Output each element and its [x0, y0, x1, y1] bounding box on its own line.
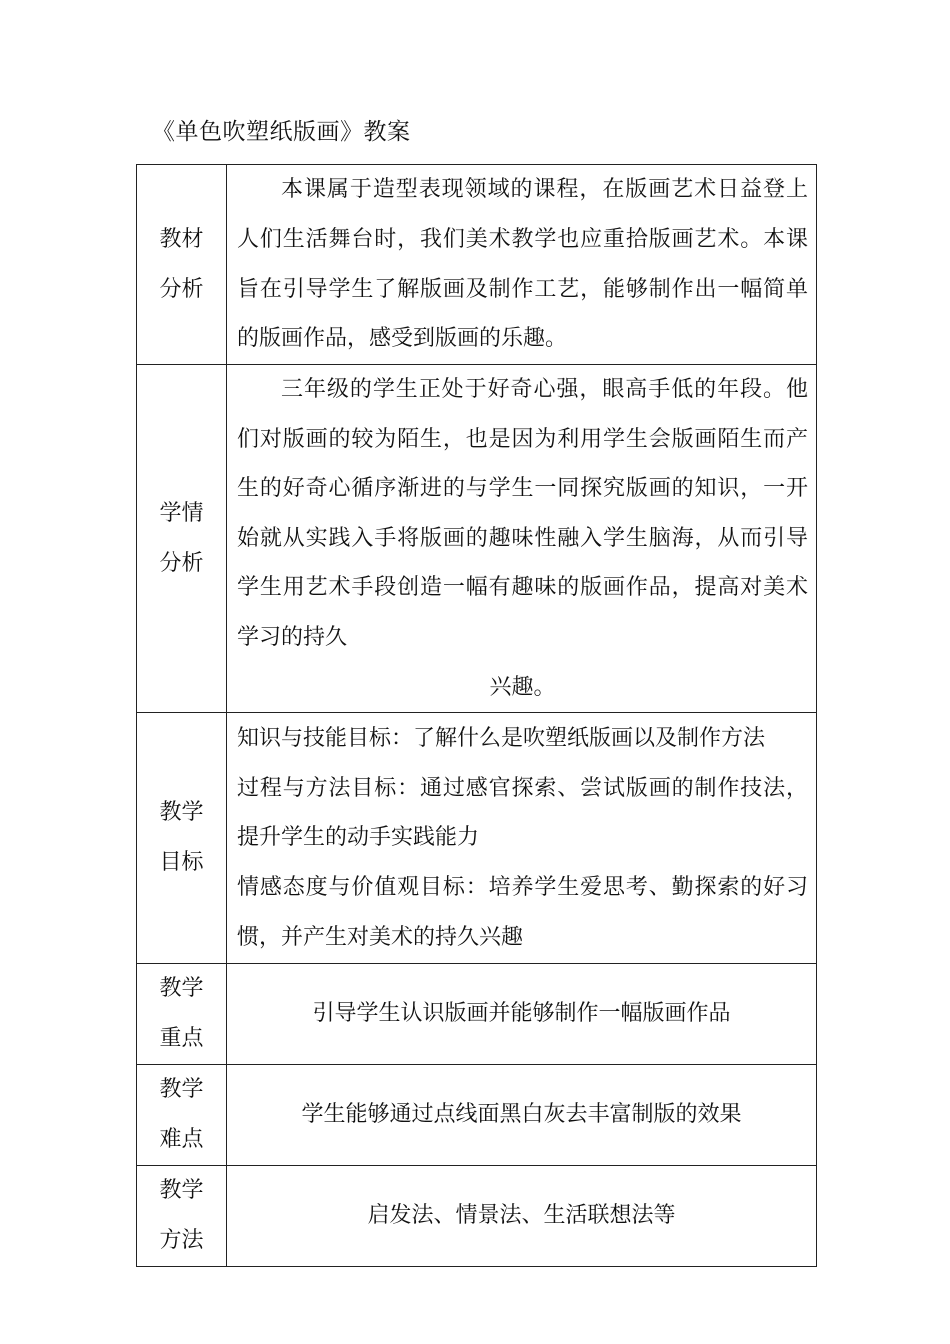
table-row-difficulties — [137, 1065, 817, 1166]
row-label-line: 教学 — [159, 1178, 204, 1204]
row-label-line: 方法 — [159, 1228, 204, 1254]
goal-process: 过程与方法目标：通过感官探索、尝试版画的制作技法，提升学生的动手实践能力 — [237, 775, 808, 851]
goal-attitude: 情感态度与价值观目标：培养学生爱思考、勤探索的好习惯，并产生对美术的持久兴趣 — [237, 874, 808, 950]
row-label — [137, 1166, 227, 1267]
row-label — [137, 365, 227, 713]
row-label — [137, 713, 227, 964]
content-paragraph: 兴趣。 — [489, 674, 556, 700]
row-label-line: 难点 — [159, 1127, 204, 1153]
row-label-line: 分析 — [159, 550, 204, 576]
content-paragraph: 本课属于造型表现领域的课程，在版画艺术日益登上人们生活舞台时，我们美术教学也应重拾版画艺术。本课旨在引导学生了解版画及制作工艺，能够制作出一幅简单的版画作品，感受到版画的乐趣。 — [237, 177, 808, 352]
table-row-methods — [137, 1166, 817, 1267]
table-row-key-points — [137, 964, 817, 1065]
table-row-student-analysis — [137, 365, 817, 713]
row-content — [227, 713, 817, 964]
goal-knowledge: 知识与技能目标：了解什么是吹塑纸版画以及制作方法 — [237, 726, 766, 752]
row-label-line: 教材 — [159, 226, 204, 252]
row-label-line: 教学 — [159, 976, 204, 1002]
row-content — [227, 365, 817, 713]
row-label-line: 学情 — [159, 500, 204, 526]
row-label-line: 目标 — [159, 850, 204, 876]
row-label — [137, 1065, 227, 1166]
row-content: 学生能够通过点线面黑白灰去丰富制版的效果 — [227, 1065, 817, 1166]
table-row-material-analysis — [137, 165, 817, 365]
row-content: 引导学生认识版画并能够制作一幅版画作品 — [227, 964, 817, 1065]
row-label-line: 教学 — [159, 800, 204, 826]
row-label-line: 重点 — [159, 1026, 204, 1052]
row-label-line: 教学 — [159, 1077, 204, 1103]
table-row-teaching-goals — [137, 713, 817, 964]
row-label — [137, 165, 227, 365]
row-label-line: 分析 — [159, 276, 204, 302]
row-label — [137, 964, 227, 1065]
page-title: 《单色吹塑纸版画》教案 — [152, 119, 411, 145]
lesson-plan-table — [136, 164, 817, 1267]
content-paragraph: 三年级的学生正处于好奇心强，眼高手低的年段。他们对版画的较为陌生，也是因为利用学生会版画陌生而产生的好奇心循序渐进的与学生一同探究版画的知识，一开始就从实践入手将版画的趣味性融入学生脑海，从而引导学生用艺术手段创造一幅有趣味的版画作品，提高对美术学习的持久 — [237, 377, 808, 650]
row-content: 启发法、情景法、生活联想法等 — [227, 1166, 817, 1267]
row-content — [227, 165, 817, 365]
